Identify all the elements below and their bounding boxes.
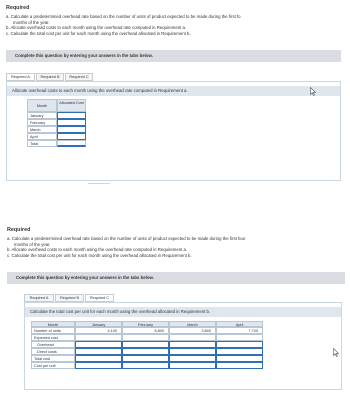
divider bbox=[88, 183, 110, 184]
table-row-label: January bbox=[27, 112, 57, 119]
empty-cell bbox=[122, 334, 169, 341]
table-header-april: April bbox=[216, 321, 263, 327]
requirement-c-bottom: c. Calculate the total cost per unit for each month using the overhead allocated in Requirement b. bbox=[7, 252, 192, 258]
requirement-b-bottom: b. Allocate overhead costs to each month using the overhead rate computed in Requirement a. bbox=[7, 247, 188, 252]
empty-cell bbox=[216, 334, 263, 341]
requirement-a-cont-top: months of the year. bbox=[13, 19, 50, 25]
direct-costs-march-input[interactable] bbox=[169, 348, 216, 355]
allocated-cost-input[interactable] bbox=[57, 119, 86, 126]
overhead-march-input[interactable] bbox=[169, 341, 216, 348]
cost-per-unit-april-input[interactable] bbox=[216, 362, 263, 369]
tab-required-c-bottom[interactable]: Required C bbox=[85, 294, 114, 302]
allocated-cost-input[interactable] bbox=[57, 133, 86, 140]
table-row-label: Total bbox=[27, 140, 57, 147]
direct-costs-january-input[interactable] bbox=[75, 348, 122, 355]
tab-required-b-top[interactable]: Required B bbox=[36, 73, 64, 81]
requirement-a-bottom: a. Calculate a predetermined overhead rate based on the number of units of product expected to be made during the first four bbox=[7, 236, 246, 241]
empty-cell bbox=[75, 334, 122, 341]
units-april: 7,700 bbox=[216, 327, 263, 334]
table-row-label: April bbox=[27, 133, 57, 140]
table-header-january: January bbox=[75, 321, 122, 327]
cost-per-unit-january-input[interactable] bbox=[75, 362, 122, 369]
requirement-b-top: b. Allocate overhead costs to each month using the overhead rate computed in Requirement a. bbox=[6, 25, 187, 30]
table-row-label: Cost per unit bbox=[31, 362, 75, 369]
required-heading-top: Required bbox=[6, 5, 30, 11]
table-header-month-top: Month bbox=[27, 99, 57, 112]
total-cost-january-input[interactable] bbox=[75, 355, 122, 362]
total-cost-february-input[interactable] bbox=[122, 355, 169, 362]
tab-required-c-top[interactable]: Required C bbox=[65, 73, 93, 81]
allocated-cost-input[interactable] bbox=[57, 126, 86, 133]
tab-required-a-bottom[interactable]: Required A bbox=[24, 294, 54, 302]
total-cost-march-input[interactable] bbox=[169, 355, 216, 362]
overhead-january-input[interactable] bbox=[75, 341, 122, 348]
allocated-cost-input[interactable] bbox=[57, 112, 86, 119]
instruction-banner-bottom: Complete this question by entering your answers in the tabs below. bbox=[7, 272, 345, 284]
cost-per-unit-march-input[interactable] bbox=[169, 362, 216, 369]
units-march: 3,800 bbox=[169, 327, 216, 334]
table-row-label: February bbox=[27, 119, 57, 126]
table-row-label: Number of units bbox=[31, 327, 75, 334]
table-row-label: Overhead bbox=[31, 341, 75, 348]
table-header-allocated-cost: Allocated Cost bbox=[57, 99, 86, 112]
tab-required-b-bottom[interactable]: Required B bbox=[55, 294, 84, 302]
units-february: 6,800 bbox=[122, 327, 169, 334]
table-row-label: Direct costs bbox=[31, 348, 75, 355]
total-cost-april-input[interactable] bbox=[216, 355, 263, 362]
direct-costs-april-input[interactable] bbox=[216, 348, 263, 355]
table-row-label: March bbox=[27, 126, 57, 133]
overhead-february-input[interactable] bbox=[122, 341, 169, 348]
cost-per-unit-february-input[interactable] bbox=[122, 362, 169, 369]
requirement-a-top: a. Calculate a predetermined overhead rate based on the number of units of product expected to be made during the first fo bbox=[6, 14, 241, 19]
table-row-label: Expected cost bbox=[31, 334, 75, 341]
mouse-cursor-icon bbox=[333, 348, 339, 357]
instruction-banner-top: Complete this question by entering your answers in the tabs below. bbox=[6, 50, 341, 62]
panel-title-bottom: Calculate the total cost per unit for each month using the overhead allocated in Requirement b. bbox=[25, 307, 341, 317]
direct-costs-february-input[interactable] bbox=[122, 348, 169, 355]
empty-cell bbox=[169, 334, 216, 341]
required-heading-bottom: Required bbox=[7, 227, 31, 233]
tab-required-a-top[interactable]: Required A bbox=[6, 73, 35, 81]
units-january: 4,100 bbox=[75, 327, 122, 334]
panel-title-top: Allocate overhead costs to each month using the overhead rate computed in Requirement a. bbox=[7, 86, 340, 96]
table-header-february: February bbox=[122, 321, 169, 327]
table-header-month-bottom: Month bbox=[31, 321, 75, 327]
table-header-march: March bbox=[169, 321, 216, 327]
allocated-cost-total bbox=[57, 140, 86, 147]
requirement-c-top: c. Calculate the total cost per unit for each month using the overhead allocated in Requirement b. bbox=[6, 30, 191, 36]
overhead-april-input[interactable] bbox=[216, 341, 263, 348]
table-row-label: Total cost bbox=[31, 355, 75, 362]
mouse-cursor-icon bbox=[310, 87, 316, 96]
requirement-a-cont-bottom: months of the year. bbox=[14, 241, 51, 247]
